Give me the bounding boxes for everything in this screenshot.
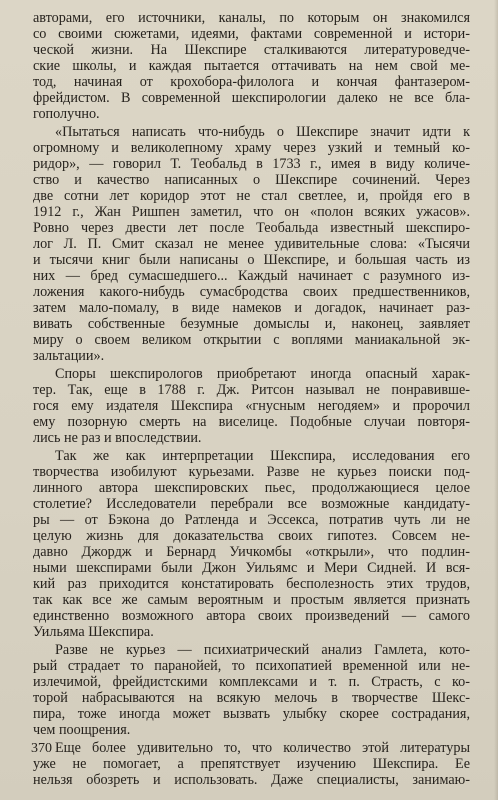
- text-line: Споры шекспирологов приобретают иногда опасный харак-: [55, 366, 470, 382]
- text-line: гося ему издателя Шекспира «гнусным негодяем» и пророчил: [33, 398, 470, 414]
- paragraph: [33, 366, 470, 446]
- text-line: фрейдистом. В современной шекспирологии далеко не все бла-: [33, 90, 470, 106]
- text-line: авторами, его источники, каналы, по которым он знакомился: [33, 10, 470, 26]
- text-line: «Пытаться написать что-нибудь о Шекспире значит идти к: [55, 124, 470, 140]
- text-line: и тысячи книг были написаны о Шекспире, и большая часть из: [33, 252, 470, 268]
- text-line: рый страдает то паранойей, то психопатией временной или не-: [33, 658, 470, 674]
- text-line: ческой жизни. На Шекспире сталкиваются литературоведче-: [33, 42, 470, 58]
- text-line: них — бред сумасшедшего... Каждый начинает с разумного из-: [33, 268, 470, 284]
- paragraph: [33, 740, 470, 788]
- text-line: тер. Так, еще в 1788 г. Дж. Ритсон называл не понравивше-: [33, 382, 470, 398]
- text-line: давно Джордж и Бернард Уичкомбы «открыли», что подлин-: [33, 544, 470, 560]
- text-line: единственно возможного автора своих произведений — самого: [33, 608, 470, 624]
- text-line: 1912 г., Жан Ришпен заметил, что он «полон всяких ужасов».: [33, 204, 470, 220]
- paragraph: [33, 448, 470, 640]
- paragraph: [33, 642, 470, 738]
- text-line: зальтации».: [33, 348, 105, 364]
- text-line: ными шекспирами были Джон Уильямс и Мери Сидней. И вся-: [33, 560, 470, 576]
- text-line: чем поощрения.: [33, 722, 131, 738]
- text-line: целую жизнь для доказательства своих гипотез. Совсем не-: [33, 528, 470, 544]
- text-line: вивать собственные безумные домыслы и, наконец, заявляет: [33, 316, 470, 332]
- text-line: ство и качество написанных о Шекспире сочинений. Через: [33, 172, 470, 188]
- text-line: торой набрасываются на всякую мелочь в творчестве Шекс-: [33, 690, 470, 706]
- text-line: затем мало-помалу, в виде намеков и догадок, начинает раз-: [33, 300, 470, 316]
- text-line: Ровно через двести лет после Теобальда известный шекспиро-: [33, 220, 470, 236]
- paragraph: [33, 124, 470, 364]
- text-line: две сотни лет коридор этот не стал светлее, и, пройдя его в: [33, 188, 470, 204]
- paragraph: [33, 10, 470, 122]
- text-line: кий раз приходится констатировать бесполезность этих трудов,: [33, 576, 470, 592]
- text-line: так как все же самым вероятным и простым является признать: [33, 592, 470, 608]
- text-line: Так же как интерпретации Шекспира, исследования его: [55, 448, 470, 464]
- text-line: ложения какого-нибудь сумасбродства своих предшественников,: [33, 284, 470, 300]
- text-line: ридор», — говорил Т. Теобальд в 1733 г., имея в виду количе-: [33, 156, 470, 172]
- text-line: творчества изобилуют курьезами. Разве не курьез поиски под-: [33, 464, 470, 480]
- text-line: Разве не курьез — психиатрический анализ Гамлета, кото-: [55, 642, 470, 658]
- text-line: столетие? Исследователи перебрали все возможные кандидату-: [33, 496, 470, 512]
- page-number: 370: [31, 741, 52, 756]
- text-line: излечимой, фрейдистскими комплексами и т. п. Страсть, с ко-: [33, 674, 470, 690]
- text-line: со своими сюжетами, идеями, фактами современной и истори-: [33, 26, 470, 42]
- text-line: гополучно.: [33, 106, 100, 122]
- text-line: ры — от Бэкона до Ратленда и Эссекса, потратив чуть ли не: [33, 512, 470, 528]
- text-line: ские школы, и каждая пытается оттачивать на нем свой ме-: [33, 58, 470, 74]
- text-line: лог Л. П. Смит сказал не менее удивительные слова: «Тысячи: [33, 236, 470, 252]
- text-line: линного автора шекспировских пьес, продолжающиеся целое: [33, 480, 470, 496]
- text-line: лись не раз и впоследствии.: [33, 430, 202, 446]
- text-line: ему позорную смерть на виселице. Подобные случаи повторя-: [33, 414, 470, 430]
- text-line: нельзя обозреть и использовать. Даже специалисты, занимаю-: [33, 772, 470, 788]
- text-line: пира, тоже иногда может вызвать улыбку скорее сострадания,: [33, 706, 470, 722]
- text-line: Уильяма Шекспира.: [33, 624, 154, 640]
- text-line: Еще более удивительно то, что количество этой литературы: [55, 740, 470, 756]
- text-line: уже не помогает, а препятствует изучению Шекспира. Ее: [33, 756, 470, 772]
- text-line: тод, начиная от крохобора-филолога и кончая фантазером-: [33, 74, 470, 90]
- text-line: огромному и великолепному храму через узкий и темный ко-: [33, 140, 470, 156]
- page-text: [33, 10, 470, 788]
- scan-edge-shadow: [494, 0, 498, 800]
- text-line: миру о своем великом открытии с воплями маниакальной эк-: [33, 332, 470, 348]
